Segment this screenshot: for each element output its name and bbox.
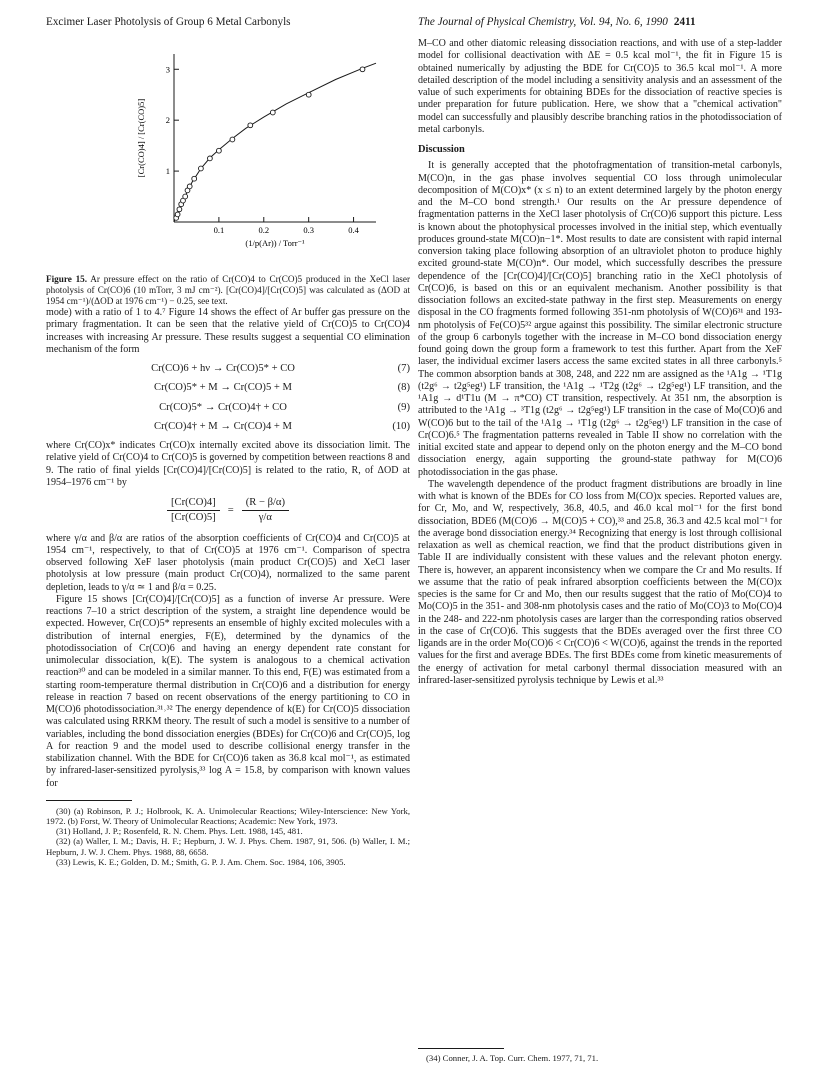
- data-point: [183, 194, 188, 199]
- section-heading: Discussion: [418, 144, 465, 155]
- journal-citation: The Journal of Physical Chemistry, Vol. 94, No. 6, 1990: [418, 16, 668, 28]
- numerator: [Cr(CO)4]: [167, 497, 220, 511]
- equation-8: [46, 382, 410, 394]
- data-point: [208, 156, 213, 161]
- equation-body: Cr(CO)5* → Cr(CO)4† + CO: [159, 401, 287, 413]
- equation-10: [46, 421, 410, 433]
- fit-curve: [174, 63, 376, 222]
- y-axis-label: [Cr(CO)4] / [Cr(CO)5]: [136, 98, 146, 178]
- equals-sign: =: [227, 504, 234, 516]
- paragraph: It is generally accepted that the photofragmentation of transition-metal carbonyls, M(CO)n, in the gas phase involves sequential CO loss through unimolecular decomposition of M(CO)x* (x ≤ n) to an extent determined largely by the photon energy and the M–CO bond strength.¹ Our results on the Ar pressure dependence of fragmentation patterns in the XeCl laser photolysis of Cr(CO)6 support this picture. Less is known about the photophysical processes involved in the initial step, which eventually produces ground-state M(CO)n−1*. Most results to date are consistent with rapid internal conversion taking place following absorption of an ultraviolet photon to produce highly excited ground-state M(CO)n*. Our model, which successfully describes the pressure dependence of the [Cr(CO)4]/[Cr(CO)5] branching ratio in the XeCl photolysis of Cr(CO)6, is based on this or an equivalent mechanism. Another possibility is that dissociation follows an excited-state pathway in the first step. Measurements on energy disposal in the CO fragments formed following 351-nm photolysis of W(CO)6³¹ and 193-nm photolysis of Fe(CO)5³² argue against this possibility. The similar electronic structure of the group 6 carbonyls together with the increase in M–CO bond dissociation energy found going down the group form a framework to test this further. Apart from the XeF laser, the individual excimer lasers access the same excited states in all three carbonyls.⁵ The common absorption bands at 308, 248, and 222 nm are assigned as the ¹A1g → ¹T1g (t2g⁶ → t2g⁵eg¹) LF transition, the ¹A1g → ¹T2g (t2g⁶ → t2g⁵eg¹) LF transition, and the ¹A1g → d¹T1u (M → π*CO) CT transition, respectively. At 351 nm, the absorption is attributed to the ¹A1g → ³T1g (t2g⁶ → t2g⁵eg¹) LF transition in the case of Mo(CO)6 and W(CO)6 but to the tail of the ¹A1g → ¹T1g (t2g⁶ → t2g⁵eg¹) LF transition in the case of Cr(CO)6.⁵ The fragmentation patterns revealed in Table II show no correlation with the initial excited state and appear to depend only on the photon energy and the M–CO bond dissociation energy, again supporting the ground-state pathway for M(CO)6 photodissociation in the gas phase.: [418, 160, 782, 478]
- right-footnotes: [418, 1048, 782, 1063]
- paragraph: where Cr(CO)x* indicates Cr(CO)x internally excited above its dissociation limit. The relative yield of Cr(CO)4 to Cr(CO)5 is governed by competition between reactions 8 and 9. The ratio of final yields [Cr(CO)4]/[Cr(CO)5] is related to the ratio, R, of ΔOD at 1954–1976 cm⁻¹ by: [46, 440, 410, 488]
- data-point: [175, 212, 180, 217]
- figure-caption: [46, 274, 410, 307]
- equation-number: (9): [397, 401, 410, 413]
- denominator: [Cr(CO)5]: [171, 512, 216, 524]
- running-header-title: Excimer Laser Photolysis of Group 6 Metal Carbonyls: [46, 16, 291, 28]
- lhs-fraction: [167, 497, 220, 525]
- y-tick-label: 2: [165, 115, 170, 126]
- footnote-30: (30) (a) Robinson, P. J.; Holbrook, K. A. Unimolecular Reactions; Wiley-Interscience: New York, 1972. (b) Forst, W. Theory of Unimolecular Reactions; Academic: New York, 1973.: [46, 805, 410, 826]
- y-tick-label: 1: [165, 166, 170, 177]
- caption-text: Ar pressure effect on the ratio of Cr(CO)4 to Cr(CO)5 produced in the XeCl laser photolysis of Cr(CO)6 (10 mTorr, 3 mJ cm⁻²). [Cr(CO)4]/[Cr(CO)5] was calculated as (ΔOD at 1954 cm⁻¹)/(ΔOD at 1976 cm⁻¹) − 0.25, see text.: [46, 274, 411, 306]
- denominator: γ/α: [258, 512, 272, 524]
- x-tick-label: 0.1: [213, 225, 225, 235]
- figure-15-chart: [46, 36, 410, 270]
- equation-body: Cr(CO)5* + M → Cr(CO)5 + M: [154, 382, 292, 394]
- right-column: [418, 38, 782, 687]
- equation-7: [46, 363, 410, 375]
- x-tick-label: 0.2: [258, 225, 270, 235]
- paragraph: mode) with a ratio of 1 to 4.⁷ Figure 14 shows the effect of Ar buffer gas pressure on the primary fragmentation. It can be seen that the relative yield of Cr(CO)5 to Cr(CO)4 increases with increasing Ar pressure. These results suggest a sequential CO elimination mechanism of the form: [46, 307, 410, 355]
- equation-body: Cr(CO)6 + hν → Cr(CO)5* + CO: [151, 363, 295, 374]
- data-point: [230, 137, 235, 142]
- footnote-31: (31) Holland, J. P.; Rosenfeld, R. N. Chem. Phys. Lett. 1988, 145, 481.: [56, 826, 303, 837]
- x-axis-label: (1/p(Ar)) / Torr⁻¹: [245, 238, 305, 248]
- paragraph: Figure 15 shows [Cr(CO)4]/[Cr(CO)5] as a function of inverse Ar pressure. Were reactions 7–10 a strict description of the system, a straight line dependence would be expected. However, Cr(CO)5* represents an ensemble of highly excited molecules with a distribution of internal energies, F(E), determined by the dynamics of the photodissociation of Cr(CO)6 and having an energy dependent rate constant for unimolecular dissociation, k(E). The system is analogous to a chemical activation reaction³⁰ and can be modeled in a similar manner. To this end, F(E) was estimated from a starting room-temperature thermal distribution in Cr(CO)6 and a distribution for energy release in reaction 7 based on recent observations of the energy partitioning to CO in M(CO)6 photodissociation.³¹˒³² The energy dependence of k(E) for Cr(CO)5 dissociation was calculated using RRKM theory. The result of such a model is sensitive to a number of variables, including the bond dissociation energies (BDEs) for Cr(CO)6 and Cr(CO)5, log A for reaction 9 and the model used to describe collisional energy transfer in the stabilization channel. With the BDE for Cr(CO)6 taken as 36.8 kcal mol⁻¹, as estimated by infrared-laser-sensitized pyrolysis,³³ log A = 15.8, by comparison with known values for: [46, 593, 410, 789]
- numerator: (R − β/α): [242, 497, 289, 511]
- figure-15: [46, 36, 410, 270]
- ratio-equation: [46, 497, 410, 525]
- data-point: [187, 184, 192, 189]
- x-tick-label: 0.3: [303, 225, 314, 235]
- footnote-32: (32) (a) Waller, I. M.; Davis, H. F.; Hepburn, J. W. J. Phys. Chem. 1987, 91, 506. (b) Waller, I. M.; Hepburn, J. W. J. Chem. Phys. 1988, 88, 6658.: [46, 836, 410, 857]
- data-point: [306, 92, 311, 97]
- equation-body: Cr(CO)4† + M → Cr(CO)4 + M: [154, 420, 292, 432]
- equation-number: (7): [397, 363, 410, 374]
- data-point: [217, 148, 222, 153]
- data-point: [192, 176, 197, 181]
- data-point: [177, 207, 182, 212]
- rhs-fraction: [242, 497, 289, 525]
- data-point: [248, 123, 253, 128]
- footnote-separator: [418, 1048, 504, 1049]
- data-points: [174, 67, 365, 220]
- paragraph: M–CO and other diatomic releasing dissociation reactions, and with use of a step-ladder model for collisional deactivation with ΔE = 0.5 kcal mol⁻¹, the fit in Figure 15 is obtained numerically by adjusting the BDE for Cr(CO)5 to 36.5 kcal mol⁻¹. A more detailed description of the model including a sensitivity analysis and an assessment of the value of such experiments for obtaining BDEs for the dissociation of reactive species is under preparation for future publication. Here, we show that a "chemical activation" model can successfully and plausibly describe branching ratios in the photodissociation of metal carbonyls.: [418, 38, 782, 135]
- footnote-34: (34) Conner, J. A. Top. Curr. Chem. 1977, 71, 71.: [426, 1053, 599, 1063]
- paragraph: where γ/α and β/α are ratios of the absorption coefficients of Cr(CO)4 and Cr(CO)5 at 1954 cm⁻¹, respectively, to that of Cr(CO)5 at 1976 cm⁻¹. Comparison of spectra observed following XeF laser photolysis (main product Cr(CO)5) and XeCl laser photolysis at low pressure (main product Cr(CO)4), normalized to the same parent depletion, leads to γ/α ≃ 1 and β/α = 0.25.: [46, 532, 410, 593]
- footnote-separator: [46, 800, 132, 801]
- footnote-33: (33) Lewis, K. E.; Golden, D. M.; Smith, G. P. J. Am. Chem. Soc. 1984, 106, 3905.: [56, 856, 346, 867]
- data-point: [199, 166, 204, 171]
- page-number: 2411: [673, 16, 696, 28]
- y-tick-label: 3: [165, 64, 170, 75]
- caption-label: Figure 15.: [46, 274, 88, 284]
- x-tick-label: 0.4: [348, 225, 359, 235]
- chart-axes: [166, 54, 376, 235]
- data-point: [270, 110, 275, 115]
- equation-9: [46, 402, 410, 414]
- running-header-journal: [418, 16, 696, 28]
- paragraph: The wavelength dependence of the product fragment distributions are broadly in line with what is known of the BDEs for CO loss from M(CO)x species. Reported values are, for Cr, Mo, and W, respectively, 36.8, 40.5, and 46.0 kcal mol⁻¹ for the first bond dissociation, BDE6 (M(CO)6 → M(CO)5 + CO),³³ and 25.8, 36.3 and 42.5 kcal mol⁻¹ for the average bond dissociation energy.³⁴ Recognizing that energy is lost through collisional relaxation as well as chemical reaction, we find that the product distributions given in Table II are individually consistent with these values and the relevant photon energy. There is, however, an apparent inconsistency when we compare the Cr and Mo results. If we assume that the ratio of peak infrared absorption coefficients between the M(CO)x species is the same for Cr and Mo, then our results suggest that the ratio of Mo(CO)4 to Mo(CO)5 in the 351- and 308-nm photolysis cases and the ratio of Mo(CO)3 to Mo(CO)4 in the 248- and 222-nm photolysis cases are larger than the corresponding ratios observed in the case of Cr(CO)6. This suggests that the BDEs averaged over the first three CO ligands are in the order Mo(CO)6 < Cr(CO)6 < W(CO)6, against the trends in the reported values for the first and average BDEs. The first BDEs come from kinetic measurements of the energy of activation for metal carbonyl thermal dissociation measured with an infrared-laser-sensitized pyrolysis technique by Lewis et al.³³: [418, 478, 782, 686]
- left-column: [46, 36, 410, 867]
- equation-number: (8): [397, 382, 410, 394]
- data-point: [360, 67, 365, 72]
- equation-number: (10): [392, 420, 410, 432]
